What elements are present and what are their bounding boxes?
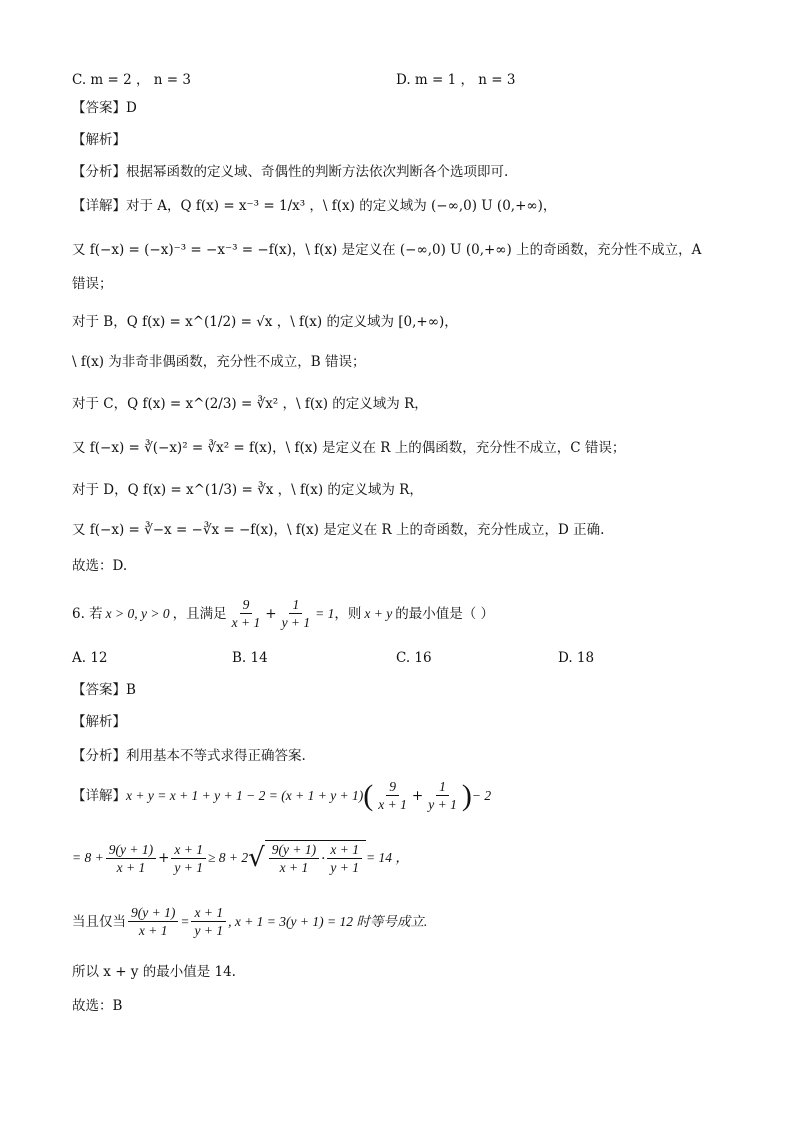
conclusion-line: 所以 x + y 的最小值是 14. bbox=[72, 964, 236, 980]
detail-line-7: 又 f(−x) = ∛(−x)² = ∛x² = f(x)，\ f(x) 是定义在 R 上的偶函数，充分性不成立，C 错误； bbox=[72, 440, 626, 456]
detail-label: 【详解】 bbox=[72, 787, 126, 804]
option-b: B. 14 bbox=[232, 650, 268, 666]
stem-equation: = 1 bbox=[315, 605, 335, 621]
stem-prefix: 6. 若 bbox=[72, 605, 103, 622]
answer-label: 【答案】D bbox=[72, 100, 137, 116]
option-d: D. m = 1 ， n = 3 bbox=[396, 72, 516, 88]
stem-expression: x + y bbox=[364, 605, 393, 621]
analysis-summary-6: 【分析】利用基本不等式求得正确答案. bbox=[72, 748, 306, 764]
detail-line-8: 对于 D，Q f(x) = x^(1/3) = ∛x ，\ f(x) 的定义域为 R， bbox=[72, 482, 423, 498]
detail-line-9: 又 f(−x) = ∛−x = −∛x = −f(x)，\ f(x) 是定义在 R 上的奇函数，充分性成立，D 正确. bbox=[72, 522, 605, 538]
analysis-label: 【解析】 bbox=[72, 132, 126, 148]
analysis-summary: 【分析】根据幂函数的定义域、奇偶性的判断方法依次判断各个选项即可. bbox=[72, 164, 509, 180]
answer-label-6: 【答案】B bbox=[72, 682, 136, 698]
detail-6-line-2: = 8 + $\frac{9(y + 1)}{x + 1}$ + $\frac{x + 1}{y + 1}$ ≥ 8 + 2 √ $\frac{9(y + 1)}{x + 1}$ · $\frac{x + 1}{y + 1}$ = 14 ， bbox=[72, 841, 409, 875]
analysis-label-6: 【解析】 bbox=[72, 714, 126, 730]
option-c2: C. 16 bbox=[396, 650, 432, 666]
stem-mid: ，且满足 bbox=[172, 605, 227, 622]
detail-line-6: 对于 C，Q f(x) = x^(2/3) = ∛x² ，\ f(x) 的定义域为 R， bbox=[72, 396, 428, 412]
detail-line-3: 错误； bbox=[72, 276, 113, 292]
stem-post: ，则 bbox=[334, 605, 362, 622]
equality-condition: 当且仅当 $\frac{9(y + 1)}{x + 1}$ = $\frac{x + 1}{y + 1}$ , x + 1 = 3(y + 1) = 12 时等号成立. bbox=[72, 905, 428, 938]
choose-line-6: 故选：B bbox=[72, 998, 123, 1014]
option-a: A. 12 bbox=[72, 650, 108, 666]
detail-line-2: 又 f(−x) = (−x)⁻³ = −x⁻³ = −f(x)，\ f(x) 是定义在 (−∞,0) U (0,+∞) 上的奇函数，充分性不成立，A bbox=[72, 242, 702, 258]
detail-expr: x + y = x + 1 + y + 1 − 2 = (x + 1 + y + 1) bbox=[126, 787, 364, 803]
detail-line-5: \ f(x) 为非奇非偶函数，充分性不成立，B 错误； bbox=[72, 354, 366, 370]
stem-condition: x > 0, y > 0 bbox=[105, 605, 170, 621]
choose-line: 故选：D. bbox=[72, 558, 128, 574]
stem-end: 的最小值是（ ） bbox=[395, 605, 495, 622]
option-c: C. m = 2 ， n = 3 bbox=[72, 72, 191, 88]
option-d2: D. 18 bbox=[558, 650, 595, 666]
detail-line-4: 对于 B，Q f(x) = x^(1/2) = √x ，\ f(x) 的定义域为 [0,+∞)， bbox=[72, 314, 458, 330]
question-6-stem: 6. 若 x > 0, y > 0 ，且满足 $\frac{9}{x + 1}$ + $\frac{1}{y + 1}$ = 1 ，则 x + y 的最小值是（ ） bbox=[72, 597, 495, 630]
fraction-1-over-y1: $\frac{1}{y + 1}$ bbox=[281, 597, 311, 630]
detail-6-line-1: 【详解】 x + y = x + 1 + y + 1 − 2 = (x + 1 + y + 1) ( $\frac{9}{x + 1}$ + $\frac{1}{y + 1}$ ) − 2 bbox=[72, 778, 492, 812]
fraction-9-over-x1: $\frac{9}{x + 1}$ bbox=[231, 597, 261, 630]
detail-line-1: 【详解】对于 A，Q f(x) = x⁻³ = 1/x³ ，\ f(x) 的定义域为 (−∞,0) U (0,+∞)， bbox=[72, 198, 557, 214]
